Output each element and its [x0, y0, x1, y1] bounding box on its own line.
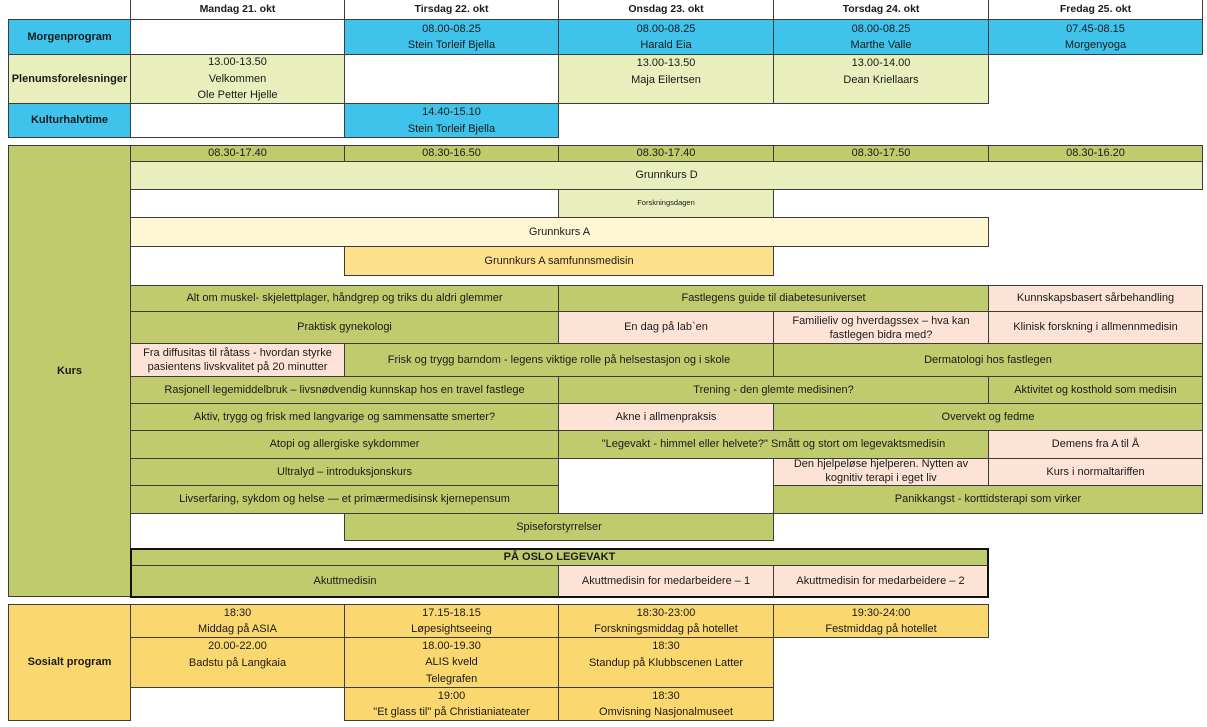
row-label-text: Kurs [56, 364, 83, 377]
kurs-time-tuesday [344, 145, 559, 162]
section-title: PÅ OSLO LEGEVAKT [503, 551, 616, 564]
event-time: 20.00-22.00 [208, 640, 267, 652]
event-time: 13.00-14.00 [851, 57, 911, 69]
course-spiseforstyrrelser [344, 513, 774, 541]
course-familieliv [773, 311, 989, 344]
plenum-thursday [773, 54, 989, 104]
social-tuesday-3 [344, 687, 559, 721]
event-time: 08.00-08.25 [636, 22, 696, 35]
course-title: Demens fra A til Å [1051, 438, 1140, 451]
event-time: 18:30-23:00 [636, 606, 696, 619]
event-name: Omvisning Nasjonalmuseet [599, 706, 733, 718]
event-time: 13.00-13.50 [208, 56, 267, 69]
course-title: Spiseforstyrrelser [516, 520, 602, 533]
course-gynekologi [130, 311, 559, 344]
event-time: 18:30 [652, 689, 680, 702]
event-time: 07.45-08.15 [1066, 22, 1125, 35]
social-monday-1 [130, 604, 345, 638]
day-label: Fredag 25. okt [1059, 3, 1132, 16]
event-name: Maja Eilertsen [631, 73, 701, 86]
course-atopi [130, 430, 559, 459]
event-name: Harald Eia [640, 39, 692, 51]
course-legemiddel [130, 376, 559, 404]
course-grunnkurs-d [130, 161, 1203, 190]
day-label: Torsdag 24. okt [842, 3, 920, 16]
course-title: Rasjonell legemiddelbruk – livsnødvendig kunnskap hos en travel fastlege [164, 383, 525, 396]
day-header-tuesday [344, 0, 559, 20]
row-label-plenum [8, 54, 131, 104]
event-time: 08.00-08.25 [422, 22, 481, 35]
event-name: Ole Petter Hjelle [197, 89, 278, 102]
course-trening [558, 376, 989, 404]
kurs-time-friday [988, 145, 1203, 162]
plenum-wednesday [558, 54, 774, 104]
event-time: 17.15-18.15 [422, 606, 481, 619]
course-title: Kunnskapsbasert sårbehandling [1016, 292, 1175, 305]
row-label-text: Kulturhalvtime [30, 114, 108, 127]
course-title: Aktiv, trygg og frisk med langvarige og sammensatte smerter? [193, 410, 496, 423]
day-label: Mandag 21. okt [199, 3, 276, 16]
course-grunnkurs-a [130, 217, 989, 247]
course-title: Klinisk forskning i allmennmedisin [1013, 321, 1178, 334]
course-lab [558, 311, 774, 344]
event-time: 18:30 [652, 640, 680, 652]
day-header-thursday [773, 0, 989, 20]
oslo-legevakt-header [130, 548, 989, 566]
course-smerter [130, 403, 559, 431]
event-time: 08.30-17.50 [851, 147, 911, 160]
social-wednesday-1 [558, 604, 774, 638]
event-time: 08.30-17.40 [208, 147, 267, 160]
course-hjelper [773, 458, 989, 486]
event-time: 08.00-08.25 [851, 22, 911, 35]
course-title: Fra diffusitas til råtass - hvordan styrke pasientens livskvalitet på 20 minutter [143, 347, 332, 373]
course-title: Trening - den glemte medisinen? [693, 383, 854, 396]
kurs-time-monday [130, 145, 345, 162]
course-title: Akuttmedisin for medarbeidere – 2 [796, 574, 965, 587]
event-place: Telegrafen [425, 672, 478, 685]
empty-cell [130, 19, 345, 55]
course-title: Familieliv og hverdagssex – hva kan fastlegen bidra med? [792, 314, 970, 341]
event-time: 13.00-13.50 [636, 57, 696, 69]
course-demens [988, 430, 1203, 459]
empty-cell [130, 103, 345, 138]
day-label: Tirsdag 22. okt [414, 3, 489, 16]
row-label-morgenprogram [8, 19, 131, 55]
course-title: Akuttmedisin for medarbeidere – 1 [581, 574, 751, 587]
course-grunnkurs-a-samfunn [344, 246, 774, 276]
course-title: Livserfaring, sykdom og helse — et primærmedisinsk kjernepensum [179, 493, 510, 506]
social-wednesday-3 [558, 687, 774, 721]
course-overvekt [773, 403, 1203, 431]
event-name: Forskningsmiddag på hotellet [594, 623, 738, 635]
course-title: Aktivitet og kosthold som medisin [1014, 383, 1177, 396]
event-time: 18:30 [223, 606, 252, 619]
event-title: Velkommen [208, 72, 267, 85]
course-title: Grunnkurs A samfunnsmedisin [484, 254, 634, 267]
row-label-kultur [8, 103, 131, 138]
morning-thursday [773, 19, 989, 55]
course-muskel [130, 285, 559, 312]
course-title: Fastlegens guide til diabetesuniverset [681, 292, 866, 305]
social-tuesday-2 [344, 637, 559, 688]
row-label-kurs [8, 145, 131, 597]
social-wednesday-2 [558, 637, 774, 688]
day-label: Onsdag 23. okt [628, 3, 704, 16]
event-name: Badstu på Langkaia [188, 656, 287, 669]
course-title: Praktisk gynekologi [297, 321, 392, 334]
course-legevakt [558, 430, 989, 459]
course-title: Akuttmedisin [313, 574, 377, 587]
kurs-time-wednesday [558, 145, 774, 162]
event-time: 14.40-15.10 [422, 106, 481, 118]
course-dermatologi [773, 343, 1203, 377]
event-time: 08.30-16.50 [422, 147, 481, 160]
course-akuttmedisin [130, 565, 559, 598]
course-diabetes [558, 285, 989, 312]
course-title: Forskningsdagen [637, 198, 695, 208]
kurs-time-thursday [773, 145, 989, 162]
social-tuesday-1 [344, 604, 559, 638]
course-panikk [773, 485, 1203, 514]
event-name: Løpesightseeing [411, 623, 492, 635]
course-ultralyd [130, 458, 559, 486]
course-title: Dermatologi hos fastlegen [924, 353, 1052, 366]
course-title: Overvekt og fedme [941, 410, 1035, 423]
event-name: Middag på ASIA [198, 623, 277, 635]
kultur-tuesday [344, 103, 559, 138]
social-monday-2 [130, 637, 345, 688]
course-livserfaring [130, 485, 559, 514]
event-name: ALIS kveld [425, 656, 478, 669]
event-name: Stein Torleif Bjella [407, 39, 496, 51]
course-klinisk [988, 311, 1203, 344]
course-title: En dag på lab`en [624, 321, 708, 334]
day-header-wednesday [558, 0, 774, 20]
course-akutt-2 [773, 565, 989, 598]
course-title: Frisk og trygg barndom - legens viktige rolle på helsestasjon og i skole [387, 353, 731, 366]
course-title: "Legevakt - himmel eller helvete?" Smått og stort om legevaktsmedisin [601, 438, 946, 451]
course-barndom [344, 343, 774, 377]
event-time: 19:00 [437, 689, 466, 702]
course-akutt-1 [558, 565, 774, 598]
morning-friday [988, 19, 1203, 55]
course-title: Alt om muskel- skjelettplager, håndgrep og triks du aldri glemmer [186, 292, 503, 305]
event-name: Festmiddag på hotellet [825, 623, 937, 635]
course-forskningsdagen [558, 189, 774, 218]
empty-cell [344, 54, 559, 104]
event-name: Morgenyoga [1064, 39, 1127, 51]
morning-tuesday [344, 19, 559, 55]
row-label-text: Sosialt program [27, 656, 112, 669]
row-label-text: Plenumsforelesninger [11, 72, 128, 85]
course-title: Panikkangst - korttidsterapi som virker [894, 493, 1082, 506]
event-time: 19:30-24:00 [851, 606, 911, 619]
course-saar [988, 285, 1203, 312]
day-header-friday [988, 0, 1203, 20]
event-name: Dean Kriellaars [843, 73, 919, 86]
course-title: Grunnkurs A [528, 225, 591, 238]
row-label-text: Morgenprogram [27, 30, 112, 43]
event-name: Marthe Valle [850, 39, 912, 51]
event-name: Stein Torleif Bjella [407, 122, 496, 135]
plenum-monday [130, 54, 345, 104]
morning-wednesday [558, 19, 774, 55]
course-title: Akne i allmenpraksis [615, 410, 717, 423]
event-name: "Et glass til" på Christianiateater [373, 706, 530, 718]
event-name: Standup på Klubbscenen Latter [588, 656, 744, 669]
course-title: Atopi og allergiske sykdommer [269, 438, 420, 451]
event-time: 18.00-19.30 [422, 639, 481, 652]
day-header-monday [130, 0, 345, 20]
course-akne [558, 403, 774, 431]
row-label-sosialt [8, 604, 131, 721]
course-diffusitas [130, 343, 345, 377]
social-thursday-1 [773, 604, 989, 638]
event-time: 08.30-17.40 [636, 147, 696, 160]
course-title: Ultralyd – introduksjonskurs [276, 465, 413, 478]
event-time: 08.30-16.20 [1066, 147, 1125, 160]
course-title: Den hjelpeløse hjelperen. Nytten av kognitiv terapi i eget liv [793, 458, 969, 484]
course-title: Kurs i normaltariffen [1046, 465, 1145, 478]
course-normaltariff [988, 458, 1203, 486]
course-title: Grunnkurs D [635, 169, 698, 182]
course-aktivitet [988, 376, 1203, 404]
